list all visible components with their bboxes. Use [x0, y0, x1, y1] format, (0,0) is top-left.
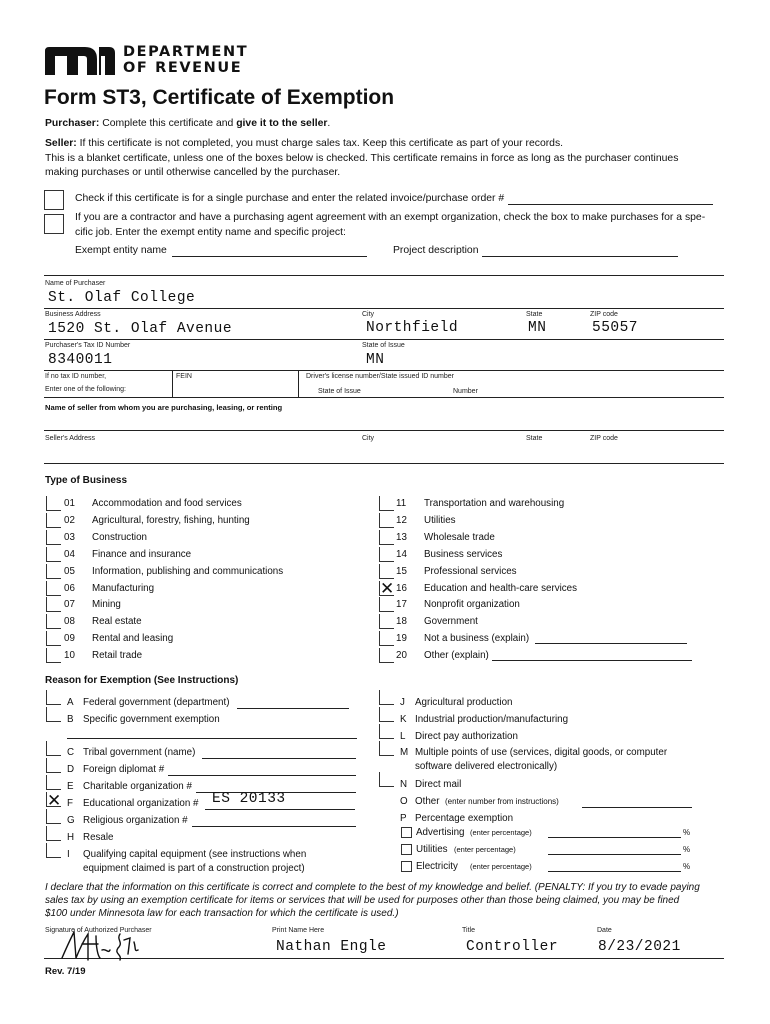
percentage-line[interactable]: [548, 871, 681, 872]
percentage-label: Electricity: [416, 861, 458, 872]
exemption-reason-code: C: [67, 747, 75, 758]
exemption-reason-checkbox[interactable]: [46, 741, 61, 756]
exemption-reason-checkbox[interactable]: [46, 758, 61, 773]
exemption-reason-label: Educational organization #: [83, 798, 199, 809]
business-type-code: 08: [64, 616, 75, 628]
percentage-checkbox[interactable]: [401, 861, 412, 872]
business-type-checkbox[interactable]: [379, 597, 394, 612]
business-type-checkbox[interactable]: [46, 631, 61, 646]
business-type-code: 19: [396, 633, 407, 645]
checked-x-icon: ✕: [380, 578, 395, 599]
no-tax-id-line2: Enter one of the following:: [45, 386, 126, 393]
business-type-code: 07: [64, 599, 75, 611]
percentage-checkbox[interactable]: [401, 827, 412, 838]
business-type-label: Retail trade: [92, 650, 143, 662]
fill-in-line[interactable]: [67, 738, 357, 739]
business-type-checkbox[interactable]: [46, 530, 61, 545]
exemption-reason-label: Agricultural production: [415, 697, 513, 708]
exemption-reason-checkbox[interactable]: [46, 843, 61, 858]
seller-address-label: Seller's Address: [45, 435, 95, 442]
single-purchase-checkbox[interactable]: [44, 190, 64, 210]
business-type-code: 12: [396, 514, 407, 526]
percentage-label: Utilities: [416, 844, 448, 855]
percent-sign: %: [683, 845, 691, 854]
exemption-reason-label-line2: equipment claimed is part of a construction project): [83, 863, 305, 874]
drivers-license-label: Driver's license number/State issued ID number: [306, 373, 455, 380]
business-type-label: Education and health-care services: [424, 582, 578, 594]
exemption-reason-code: E: [67, 781, 74, 792]
purchaser-label: Purchaser:: [45, 118, 100, 129]
business-type-label: Construction: [92, 531, 147, 543]
business-type-label: Manufacturing: [92, 582, 155, 594]
business-address-value[interactable]: 1520 St. Olaf Avenue: [48, 321, 233, 337]
form-title: Form ST3, Certificate of Exemption: [44, 86, 395, 109]
mn-logo-icon: [45, 47, 117, 75]
exemption-reason-label: Other: [415, 796, 440, 807]
city-value[interactable]: Northfield: [366, 320, 459, 336]
percent-sign: %: [683, 862, 691, 871]
seller-line2: This is a blanket certificate, unless one of the boxes below is checked. This certificate remains in force as long as the purchaser continues: [45, 153, 679, 164]
exemption-reason-label: Tribal government (name): [83, 747, 196, 758]
purchaser-bold: give it to the seller: [236, 118, 328, 129]
seller-instruction: [45, 137, 563, 152]
contractor-line2: cific job. Enter the exempt entity name and specific project:: [75, 227, 346, 238]
single-purchase-label: Check if this certificate is for a single purchase and enter the related invoice/purchase order #: [75, 193, 505, 204]
business-type-label: Professional services: [424, 565, 517, 577]
business-type-label: Finance and insurance: [92, 548, 192, 560]
fill-in-line[interactable]: [202, 758, 356, 759]
exemption-reason-code: A: [67, 697, 74, 708]
zip-label: ZIP code: [590, 311, 618, 318]
purchaser-name-value[interactable]: St. Olaf College: [48, 290, 196, 306]
percentage-label: Advertising: [416, 827, 465, 838]
exemption-reason-checkbox[interactable]: [379, 772, 394, 787]
exempt-entity-label: Exempt entity name: [75, 245, 167, 256]
educational-org-number-value[interactable]: ES 20133: [212, 791, 286, 807]
exemption-reason-code: J: [400, 697, 405, 708]
percentage-note: (enter percentage): [470, 828, 532, 837]
purchaser-name-label: Name of Purchaser: [45, 280, 106, 287]
exemption-reason-code: L: [400, 731, 406, 742]
business-type-checkbox[interactable]: [379, 631, 394, 646]
divider: [298, 370, 299, 397]
date-value[interactable]: 8/23/2021: [598, 939, 681, 955]
business-type-checkbox[interactable]: [379, 547, 394, 562]
business-type-label: Government: [424, 616, 478, 628]
dl-number-label: Number: [453, 388, 478, 395]
declaration-line3: $100 under Minnesota law for each transaction for which the certificate is used.): [45, 908, 399, 919]
business-type-code: 05: [64, 565, 75, 577]
business-type-label: Wholesale trade: [424, 531, 495, 543]
exemption-reason-label: Qualifying capital equipment (see instructions when: [83, 849, 307, 860]
business-type-code: 15: [396, 565, 407, 577]
fill-in-line[interactable]: [582, 807, 692, 808]
percentage-line[interactable]: [548, 837, 681, 838]
tax-id-label: Purchaser's Tax ID Number: [45, 342, 131, 349]
business-type-code: 04: [64, 548, 75, 560]
business-type-checkbox[interactable]: [379, 648, 394, 663]
business-type-label: Not a business (explain): [424, 633, 530, 645]
dept-name-line1: DEPARTMENT: [123, 44, 249, 60]
business-type-label: Rental and leasing: [92, 633, 174, 645]
exemption-reason-label: Religious organization #: [83, 815, 188, 826]
business-type-code: 10: [64, 650, 75, 662]
business-type-code: 16: [396, 582, 407, 594]
exemption-reason-label: Industrial production/manufacturing: [415, 714, 569, 725]
business-type-label: Agricultural, forestry, fishing, hunting: [92, 514, 250, 526]
exemption-reason-code: O: [400, 796, 408, 807]
explain-line[interactable]: [535, 643, 687, 644]
exemption-reason-code: H: [67, 832, 75, 843]
business-type-code: 17: [396, 599, 407, 611]
business-type-code: 03: [64, 531, 75, 543]
business-type-label: Nonprofit organization: [424, 599, 520, 611]
divider: [44, 463, 724, 464]
handwritten-signature: [58, 928, 168, 968]
business-type-code: 14: [396, 548, 407, 560]
divider: [44, 339, 724, 340]
fill-in-line[interactable]: [237, 708, 349, 709]
fill-in-line[interactable]: [168, 775, 356, 776]
declaration-line2: sales tax by using an exemption certificate for items or services that will be used for purposes other than those being claimed, you may be fined: [45, 895, 680, 906]
dl-state-of-issue-label: State of Issue: [318, 388, 361, 395]
dept-name-line2: OF REVENUE: [123, 60, 243, 76]
exemption-reason-label: Percentage exemption: [415, 813, 514, 824]
project-description-line[interactable]: [482, 256, 678, 257]
fill-in-line[interactable]: [192, 826, 356, 827]
percentage-note: (enter percentage): [470, 862, 532, 871]
percent-sign: %: [683, 828, 691, 837]
exemption-reason-checkbox[interactable]: [379, 707, 394, 722]
exemption-reason-code: G: [67, 815, 75, 826]
business-type-label: Other (explain): [424, 650, 489, 662]
contractor-line1: If you are a contractor and have a purchasing agent agreement with an exempt organization, check the box to make purchases for a spe-: [75, 212, 706, 223]
exemption-reason-checkbox[interactable]: [379, 724, 394, 739]
business-type-code: 11: [396, 498, 407, 509]
business-type-checkbox[interactable]: [46, 614, 61, 629]
exemption-reason-note: (enter number from instructions): [445, 797, 559, 806]
purchaser-text: Complete this certificate and: [102, 118, 234, 129]
exemption-reason-label: Direct pay authorization: [415, 731, 518, 742]
state-of-issue-label: State of Issue: [362, 342, 405, 349]
exemption-reason-code: P: [400, 813, 407, 824]
business-address-label: Business Address: [45, 311, 101, 318]
business-type-checkbox[interactable]: [379, 564, 394, 579]
exempt-entity-line[interactable]: [172, 256, 367, 257]
exemption-reason-label: Federal government (department): [83, 697, 230, 708]
fein-label: FEIN: [176, 373, 192, 380]
title-label: Title: [462, 927, 475, 934]
exemption-reason-checkbox[interactable]: [46, 775, 61, 790]
exemption-reason-code: K: [400, 714, 407, 725]
exemption-reason-checkbox[interactable]: [46, 690, 61, 705]
business-type-checkbox[interactable]: [46, 648, 61, 663]
business-type-checkbox[interactable]: [46, 564, 61, 579]
business-type-code: 02: [64, 514, 75, 526]
state-value[interactable]: MN: [528, 320, 547, 336]
revision-label: Rev. 7/19: [45, 966, 86, 977]
explain-line[interactable]: [492, 660, 692, 661]
business-type-code: 18: [396, 616, 407, 628]
business-type-checkbox[interactable]: [379, 496, 394, 511]
zip-value[interactable]: 55057: [592, 320, 639, 336]
checked-x-icon: ✕: [47, 791, 62, 811]
exemption-reason-label: Charitable organization #: [83, 781, 192, 792]
city-label: City: [362, 311, 375, 318]
exemption-reason-checkbox[interactable]: [379, 690, 394, 705]
business-type-checkbox[interactable]: [46, 581, 61, 596]
exemption-reason-code: N: [400, 779, 408, 790]
divider: [44, 275, 724, 276]
seller-state-label: State: [526, 435, 543, 442]
fill-in-line[interactable]: [205, 809, 355, 810]
divider: [44, 397, 724, 398]
business-type-checkbox[interactable]: [46, 547, 61, 562]
exemption-reason-code: D: [67, 764, 75, 775]
seller-label: Seller:: [45, 138, 77, 149]
business-type-checkbox[interactable]: [379, 513, 394, 528]
seller-line1: If this certificate is not completed, you must charge sales tax. Keep this certificate as part of your records.: [79, 138, 564, 149]
exemption-reason-label: Direct mail: [415, 779, 462, 790]
exemption-reason-label: Resale: [83, 832, 114, 843]
divider: [44, 370, 724, 371]
print-name-label: Print Name Here: [272, 927, 325, 934]
business-type-label: Mining: [92, 599, 121, 611]
invoice-number-line[interactable]: [508, 204, 713, 205]
seller-zip-label: ZIP code: [590, 435, 618, 442]
seller-line3: making purchases or until otherwise cancelled by the purchaser.: [45, 167, 341, 178]
tax-id-value[interactable]: 8340011: [48, 352, 113, 368]
state-of-issue-value[interactable]: MN: [366, 352, 385, 368]
declaration-line1: I declare that the information on this certificate is correct and complete to the best of my knowledge and belief. (PENALTY: If you try to evade paying: [45, 882, 700, 893]
percentage-note: (enter percentage): [454, 845, 516, 854]
exemption-reason-code: B: [67, 714, 74, 725]
type-of-business-heading: Type of Business: [45, 475, 128, 486]
signature-label: Signature of Authorized Purchaser: [45, 927, 152, 934]
print-name-value[interactable]: Nathan Engle: [276, 939, 387, 955]
business-type-label: Real estate: [92, 616, 142, 628]
business-type-checkbox[interactable]: [46, 513, 61, 528]
purchaser-instruction: Purchaser: Complete this certificate and give it to the seller.: [45, 118, 331, 129]
business-type-checkbox[interactable]: [46, 597, 61, 612]
exemption-reason-label: Specific government exemption: [83, 714, 220, 725]
business-type-code: 06: [64, 582, 75, 594]
business-type-label: Information, publishing and communications: [92, 565, 284, 577]
date-label: Date: [597, 927, 612, 934]
seller-city-label: City: [362, 435, 375, 442]
exemption-reason-label-line2: software delivered electronically): [415, 761, 558, 772]
project-description-label: Project description: [393, 245, 479, 256]
divider: [44, 430, 724, 431]
title-value[interactable]: Controller: [466, 939, 559, 955]
percentage-checkbox[interactable]: [401, 844, 412, 855]
business-type-label: Utilities: [424, 514, 456, 526]
business-type-label: Accommodation and food services: [92, 498, 242, 509]
business-type-checkbox[interactable]: [379, 614, 394, 629]
exemption-reason-code: I: [67, 849, 70, 860]
contractor-checkbox[interactable]: [44, 214, 64, 234]
exemption-reason-code: M: [400, 747, 409, 758]
divider: [172, 370, 173, 397]
exemption-reason-label: Multiple points of use (services, digital goods, or computer: [415, 747, 668, 758]
exemption-reason-checkbox[interactable]: [46, 826, 61, 841]
exemption-reason-checkbox[interactable]: [46, 809, 61, 824]
business-type-label: Transportation and warehousing: [424, 498, 565, 509]
business-type-checkbox[interactable]: [46, 496, 61, 511]
business-type-code: 01: [64, 498, 75, 509]
exemption-reason-label: Foreign diplomat #: [83, 764, 165, 775]
business-type-code: 20: [396, 650, 407, 662]
reason-heading: Reason for Exemption (See Instructions): [45, 675, 239, 686]
seller-name-label: Name of seller from whom you are purchasing, leasing, or renting: [45, 403, 283, 412]
no-tax-id-line1: If no tax ID number,: [45, 373, 107, 380]
business-type-label: Business services: [424, 548, 503, 560]
business-type-code: 09: [64, 633, 75, 645]
business-type-checkbox[interactable]: [379, 530, 394, 545]
business-type-code: 13: [396, 531, 407, 543]
exemption-reason-code: F: [67, 798, 73, 809]
percentage-line[interactable]: [548, 854, 681, 855]
divider: [44, 308, 724, 309]
exemption-reason-checkbox[interactable]: [46, 707, 61, 722]
state-label: State: [526, 311, 543, 318]
exemption-reason-checkbox[interactable]: [379, 741, 394, 756]
